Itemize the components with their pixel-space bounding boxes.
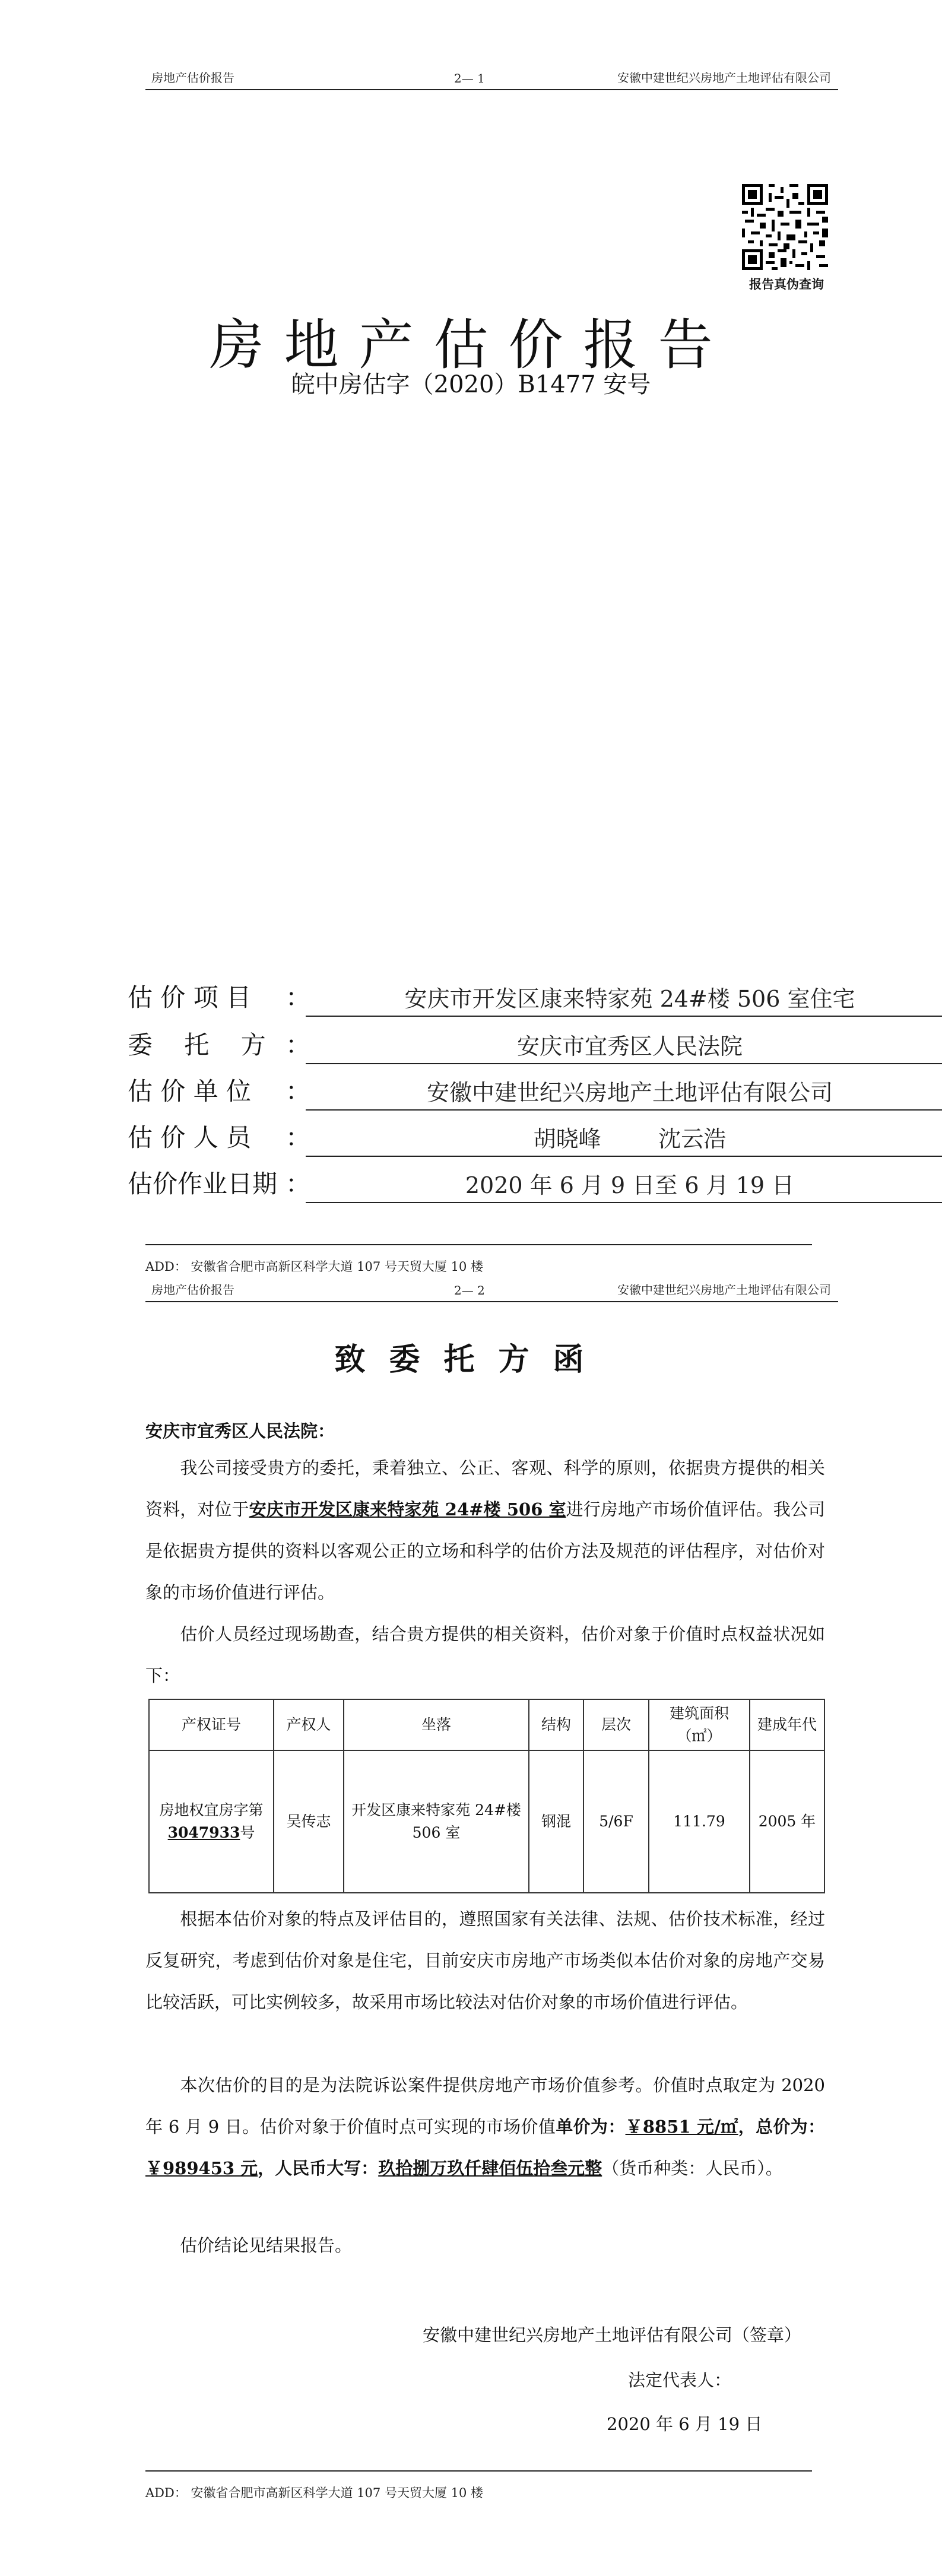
signature-legal-rep: 法定代表人： <box>628 2370 732 2390</box>
report-number: 皖中房估字（2020）B1477 安号 <box>291 371 651 398</box>
table-header: 结构 <box>529 1699 583 1750</box>
table-header: 坐落 <box>344 1699 529 1750</box>
table-row <box>149 1750 824 1893</box>
property-address: 安庆市开发区康来特家苑 24#楼 506 室 <box>249 1499 566 1519</box>
cert-number-cell: 房地权宜房字第3047933号 <box>149 1750 274 1893</box>
floor-cell: 5/6F <box>583 1750 649 1893</box>
table-header: 产权人 <box>274 1699 344 1750</box>
unit-price: ￥8851 元/㎡ <box>625 2117 738 2137</box>
letter-salutation: 安庆市宜秀区人民法院： <box>145 1421 335 1441</box>
header-left-title: 房地产估价报告 <box>151 1283 234 1297</box>
letter-paragraph-2: 估价人员经过现场勘查，结合贵方提供的相关资料，估价对象于价值时点权益状况如下： <box>145 1624 825 1686</box>
total-price-rmb-words: 玖拾捌万玖仟肆佰伍拾叁元整 <box>378 2158 602 2178</box>
letter-paragraph-3: 根据本估价对象的特点及评估目的，遵照国家有关法律、法规、估价技术标准，经过反复研究，考虑到估价对象是住宅，目前安庆市房地产市场类似本估价对象的房地产交易比较活跃，可比实例较多，故采用市场比较法对估价对象的市场价值进行评估。 <box>145 1909 825 2012</box>
cover-row-value: 安庆市开发区康来特家苑 24#楼 506 室住宅 <box>306 981 942 1017</box>
letter-title: 致委托方函 <box>334 1342 608 1378</box>
letter-paragraph-1: 我公司接受贵方的委托，秉着独立、公正、客观、科学的原则，依据贵方提供的相关资料，对位于安庆市开发区康来特家苑 24#楼 506 室进行房地产市场价值评估。我公司是依据贵方提供的资料以客观公正的立场和科学的估价方法及规范的评估程序，对估价对象的市场价值进行评估。 <box>145 1458 825 1603</box>
cover-row-label: 估 价 项 目 <box>128 983 252 1012</box>
table-header-row <box>149 1699 824 1750</box>
location-cell: 开发区康来特家苑 24#楼 506 室 <box>344 1750 529 1893</box>
table-header: 建成年代 <box>750 1699 824 1750</box>
table-header: 产权证号 <box>149 1699 274 1750</box>
cover-row-label: 估 价 单 位 <box>128 1077 252 1106</box>
qr-code-icon <box>742 184 828 270</box>
cover-row-value: 2020 年 6 月 9 日至 6 月 19 日 <box>306 1167 942 1203</box>
area-cell: 111.79 <box>649 1750 750 1893</box>
table-header: 层次 <box>583 1699 649 1750</box>
table-header: 建筑面积（㎡） <box>649 1699 750 1750</box>
header-page-number: 2— 1 <box>454 71 485 85</box>
year-cell: 2005 年 <box>750 1750 824 1893</box>
header-left-title: 房地产估价报告 <box>151 71 234 85</box>
running-header <box>145 70 838 90</box>
header-company: 安徽中建世纪兴房地产土地评估有限公司 <box>617 1283 831 1297</box>
total-price: ￥989453 元 <box>145 2158 258 2178</box>
footer-address: ADD： 安徽省合肥市高新区科学大道 107 号天贸大厦 10 楼 <box>145 2486 484 2500</box>
structure-cell: 钢混 <box>529 1750 583 1893</box>
footer-rule <box>145 1244 812 1245</box>
property-rights-table <box>148 1699 825 1893</box>
letter-paragraph-4: 本次估价的目的是为法院诉讼案件提供房地产市场价值参考。价值时点取定为 2020 年 6 月 9 日。估价对象于价值时点可实现的市场价值单价为：￥8851 元/㎡，总价为：￥989453 元，人民币大写：玖拾捌万玖仟肆佰伍拾叁元整（货币种类：人民币）。 <box>145 2075 825 2178</box>
footer-rule <box>145 2470 812 2472</box>
signature-date: 2020 年 6 月 19 日 <box>607 2414 763 2434</box>
cover-row-value: 安徽中建世纪兴房地产土地评估有限公司 <box>306 1074 942 1111</box>
cover-title: 房地产估价报告 <box>209 313 733 377</box>
running-header <box>145 1282 838 1302</box>
footer-address: ADD： 安徽省合肥市高新区科学大道 107 号天贸大厦 10 楼 <box>145 1260 484 1274</box>
cover-row-value: 胡晓峰 沈云浩 <box>306 1121 942 1157</box>
owner-cell: 吴传志 <box>274 1750 344 1893</box>
cover-row-label: 估 价 人 员 <box>128 1123 252 1152</box>
header-company: 安徽中建世纪兴房地产土地评估有限公司 <box>617 71 831 85</box>
letter-paragraph-5: 估价结论见结果报告。 <box>180 2235 353 2255</box>
cover-row-label: 委 托 方 <box>128 1030 266 1059</box>
cover-row-value: 安庆市宜秀区人民法院 <box>306 1028 942 1064</box>
cover-row-label: 估价作业日期 <box>128 1169 278 1198</box>
qr-caption: 报告真伪查询 <box>749 277 824 291</box>
header-page-number: 2— 2 <box>454 1283 485 1297</box>
signature-company: 安徽中建世纪兴房地产土地评估有限公司（签章） <box>423 2325 802 2345</box>
